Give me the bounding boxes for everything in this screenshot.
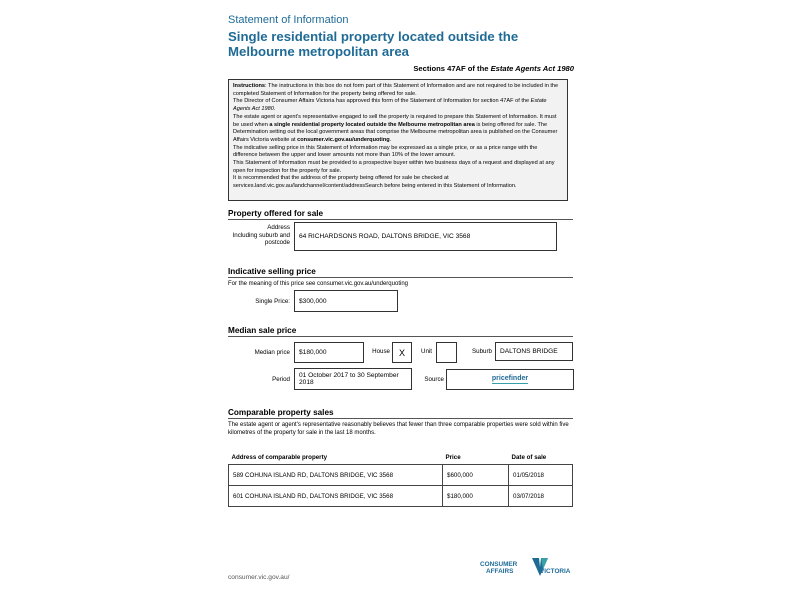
divider [228, 277, 573, 278]
comparable-date: 03/07/2018 [509, 486, 573, 507]
house-checkbox[interactable]: X [392, 342, 412, 363]
divider [228, 219, 573, 220]
column-header-address: Address of comparable property [229, 452, 443, 465]
comparable-section-title: Comparable property sales [228, 408, 334, 417]
suburb-label: Suburb [472, 348, 492, 355]
house-label: House [372, 348, 390, 355]
source-label: Source [424, 376, 444, 383]
period-label: Period [272, 376, 290, 383]
column-header-price: Price [443, 452, 509, 465]
document-page [200, 0, 600, 600]
comparable-note: The estate agent or agent's representative reasonably believes that fewer than three comparable properties were sold within five kilometres of the property for sale in the last 18 months. [228, 422, 569, 436]
sections-reference: Sections 47AF of the Estate Agents Act 1980 [413, 64, 574, 73]
median-section-title: Median sale price [228, 326, 297, 335]
comparable-address: 589 COHUNA ISLAND RD, DALTONS BRIDGE, VIC 3568 [229, 465, 443, 486]
document-subtitle: Statement of Information [228, 14, 349, 26]
median-price-label: Median price [254, 349, 290, 356]
median-price-field[interactable]: $180,000 [294, 342, 364, 363]
divider [228, 418, 573, 419]
comparable-sales-table [228, 452, 573, 507]
indicative-section-title: Indicative selling price [228, 267, 316, 276]
single-price-label: Single Price: [255, 298, 290, 305]
period-field[interactable]: 01 October 2017 to 30 September 2018 [294, 368, 412, 390]
comparable-price: $180,000 [443, 486, 509, 507]
instructions-box: Instructions: The instructions in this box do not form part of this Statement of Information and are not required to be included in the completed Statement of Information for the property being offered for sale. The Director of Consumer Affairs Victoria has approved this form of the Statement of Information for section 47AF of the Estate Agents Act 1980. The estate agent or agent's representative engaged to sell the property is required to prepare this Statement of Information. It must be used when a single residential property located outside the Melbourne metropolitan area is being offered for sale. The Determination setting out the local government areas that comprise the Melbourne metropolitan area is published on the Consumer Affairs Victoria website at consumer.vic.gov.au/underquoting. The indicative selling price in this Statement of Information may be expressed as a single price, or as a price range with the difference between the upper and lower amounts not more than 10% of the lower amount. This Statement of Information must be provided to a prospective buyer within two business days of a request and displayed at any open for inspection for the property for sale. It is recommended that the address of the property being offered for sale be checked at services.land.vic.gov.au/landchannel/content/addressSearch before being entered in this Statement of Information. [228, 79, 568, 201]
table-row [229, 465, 573, 486]
comparable-price: $600,000 [443, 465, 509, 486]
comparable-date: 01/05/2018 [509, 465, 573, 486]
unit-checkbox[interactable] [436, 342, 457, 363]
document-title: Single residential property located outside the Melbourne metropolitan area [228, 29, 519, 59]
divider [228, 336, 573, 337]
single-price-field[interactable]: $300,000 [294, 290, 398, 312]
pricefinder-logo: pricefinder [491, 375, 529, 382]
address-field[interactable]: 64 RICHARDSONS ROAD, DALTONS BRIDGE, VIC 3568 [294, 222, 557, 251]
consumer-affairs-victoria-logo: CONSUMER AFFAIRS VICTORIA [480, 558, 590, 582]
indicative-note: For the meaning of this price see consumer.vic.gov.au/underquoting [228, 281, 408, 287]
footer-url: consumer.vic.gov.au/ [228, 574, 290, 581]
column-header-date: Date of sale [509, 452, 573, 465]
source-field[interactable] [446, 369, 574, 390]
table-row [229, 486, 573, 507]
comparable-address: 601 COHUNA ISLAND RD, DALTONS BRIDGE, VIC 3568 [229, 486, 443, 507]
unit-label: Unit [420, 348, 432, 355]
address-label: Address Including suburb and postcode [232, 224, 290, 246]
suburb-field[interactable]: DALTONS BRIDGE [495, 342, 573, 361]
property-section-title: Property offered for sale [228, 209, 324, 218]
